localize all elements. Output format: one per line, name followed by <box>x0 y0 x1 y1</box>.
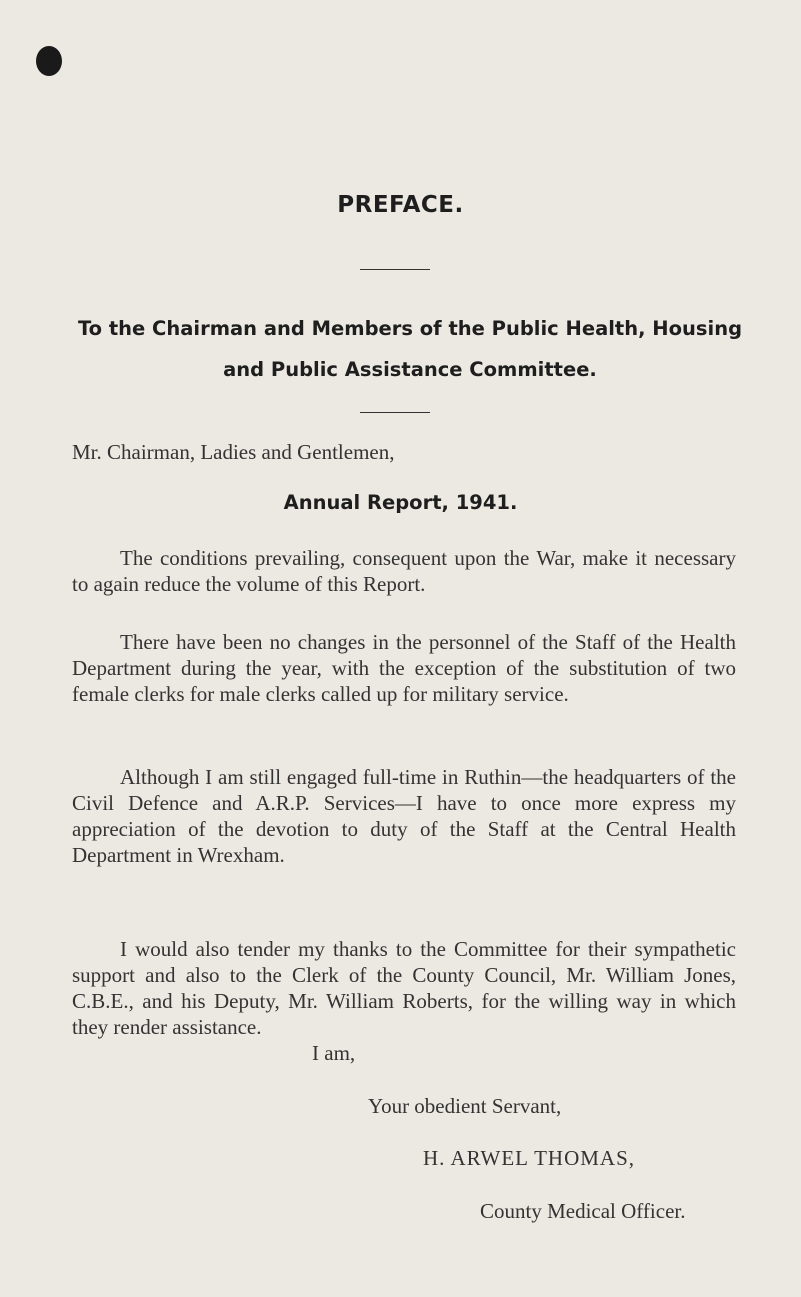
paragraph: There have been no changes in the personnel of the Staff of the Health Department during the year, with the exception of the substitution of two female clerks for male clerks called up for military service. <box>72 630 736 706</box>
address-line-2: and Public Assistance Committee. <box>223 358 597 381</box>
paragraph: Although I am still engaged full-time in Ruthin—the headquarters of the Civil Defence and A.R.P. Services—I have to once more express my appreciation of the devotion to duty of the Staff at the Central Health Department in Wrexham. <box>72 765 736 867</box>
divider-rule <box>360 412 430 413</box>
signatory-title: County Medical Officer. <box>480 1199 686 1223</box>
report-title: Annual Report, 1941. <box>283 491 518 514</box>
address-block <box>60 308 760 390</box>
closing-line: I am, <box>312 1041 356 1065</box>
divider-rule <box>360 269 430 270</box>
page-title: PREFACE. <box>337 192 464 218</box>
signature: H. ARWEL THOMAS, <box>423 1146 636 1170</box>
closing-line: Your obedient Servant, <box>368 1094 562 1118</box>
paragraph: The conditions prevailing, consequent upon the War, make it necessary to again reduce the volume of this Report. <box>72 546 736 596</box>
paragraph: I would also tender my thanks to the Committee for their sympathetic support and also to the Clerk of the County Council, Mr. William Jones, C.B.E., and his Deputy, Mr. William Roberts, for the willing way in which they render assistance. <box>72 937 736 1039</box>
address-line-1: To the Chairman and Members of the Public Health, Housing <box>77 317 743 340</box>
salutation: Mr. Chairman, Ladies and Gentlemen, <box>72 440 395 464</box>
punch-hole <box>36 46 62 76</box>
